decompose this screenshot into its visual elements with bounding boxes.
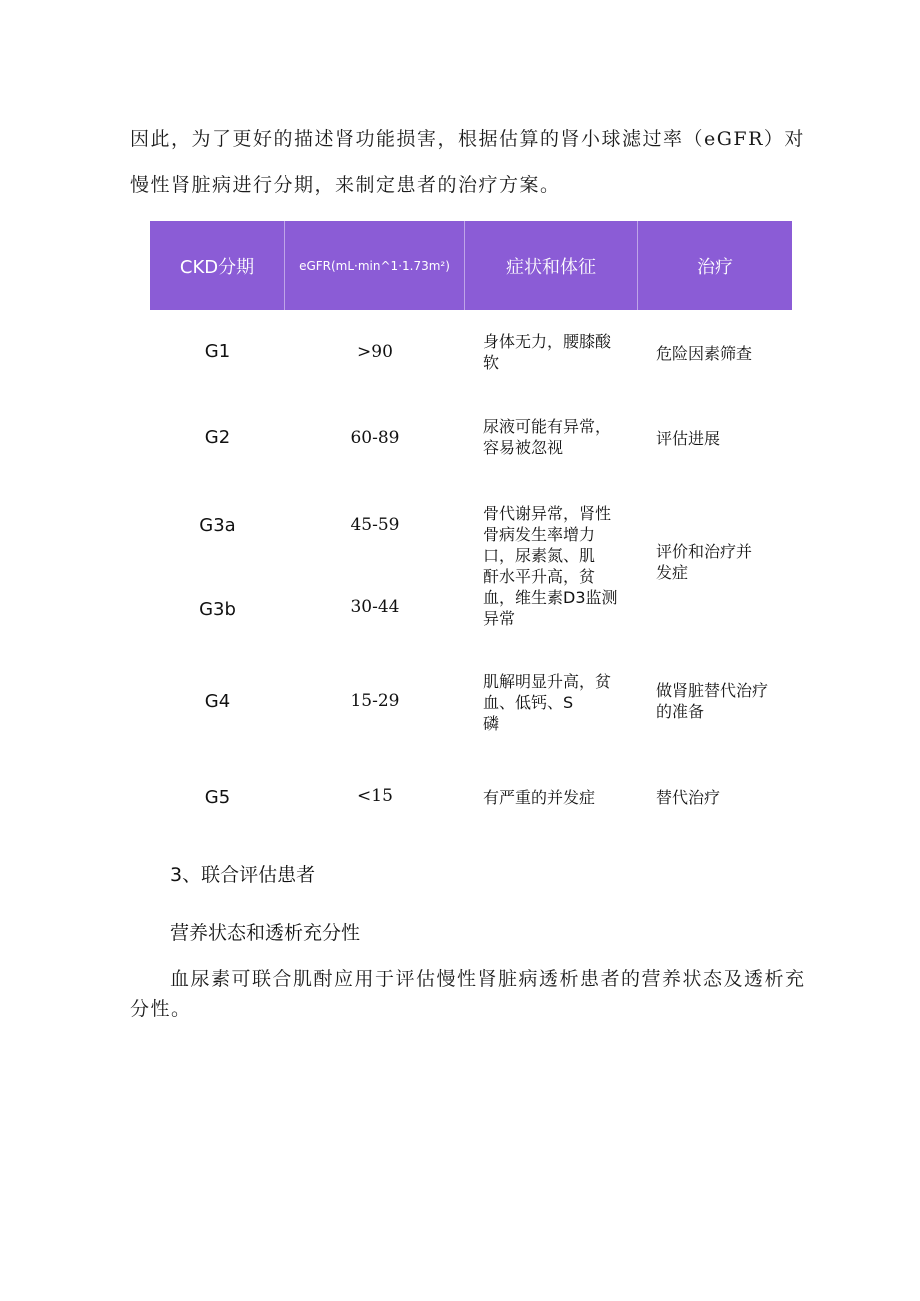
- egfr-g5: <15: [357, 786, 393, 806]
- table-header-row: [150, 221, 792, 310]
- header-egfr: eGFR(mL·min^1·1.73m²): [285, 221, 465, 310]
- stage-g3a: G3a: [199, 515, 236, 536]
- sub-heading: 营养状态和透析充分性: [170, 922, 361, 944]
- header-ckd-stage: CKD分期: [150, 221, 285, 310]
- stage-g5: G5: [204, 787, 231, 808]
- egfr-g4: 15-29: [350, 691, 400, 711]
- treatment-g4: 做肾脏替代治疗 的准备: [656, 681, 769, 721]
- treatment-g1: 危险因素筛查: [656, 344, 753, 363]
- symptoms-g1: 身体无力，腰膝酸 软: [483, 332, 612, 372]
- symptoms-g5: 有严重的并发症: [483, 788, 596, 807]
- treatment-g3: 评价和治疗并 发症: [656, 542, 753, 581]
- ckd-stage-table: [150, 221, 792, 310]
- stage-g1: G1: [204, 341, 231, 362]
- section-heading: 3、联合评估患者: [170, 864, 316, 886]
- stage-g2: G2: [204, 427, 231, 448]
- stage-g4: G4: [204, 691, 231, 712]
- intro-paragraph: 因此，为了更好的描述肾功能损害，根据估算的肾小球滤过率（eGFR）对慢性肾脏病进行分期，来制定患者的治疗方案。: [130, 128, 805, 196]
- closing-paragraph: 血尿素可联合肌酎应用于评估慢性肾脏病透析患者的营养状态及透析充分性。: [130, 968, 806, 1020]
- treatment-g2: 评估进展: [656, 429, 721, 448]
- symptoms-g4: 肌解明显升高，贫 血、低钙、S 磷: [483, 672, 612, 733]
- symptoms-g3: 骨代谢异常，肾性 骨病发生率增力 口，尿素氮、肌 酐水平升高，贫 血，维生素D3监测 异常: [483, 504, 618, 628]
- treatment-g5: 替代治疗: [656, 788, 721, 807]
- egfr-g3a: 45-59: [350, 515, 400, 535]
- egfr-g1: >90: [357, 342, 393, 362]
- header-symptoms: 症状和体征: [465, 221, 638, 310]
- stage-g3b: G3b: [199, 599, 236, 620]
- egfr-g2: 60-89: [350, 428, 400, 448]
- egfr-g3b: 30-44: [350, 597, 400, 617]
- header-treatment: 治疗: [697, 256, 733, 278]
- symptoms-g2: 尿液可能有异常， 容易被忽视: [483, 417, 612, 457]
